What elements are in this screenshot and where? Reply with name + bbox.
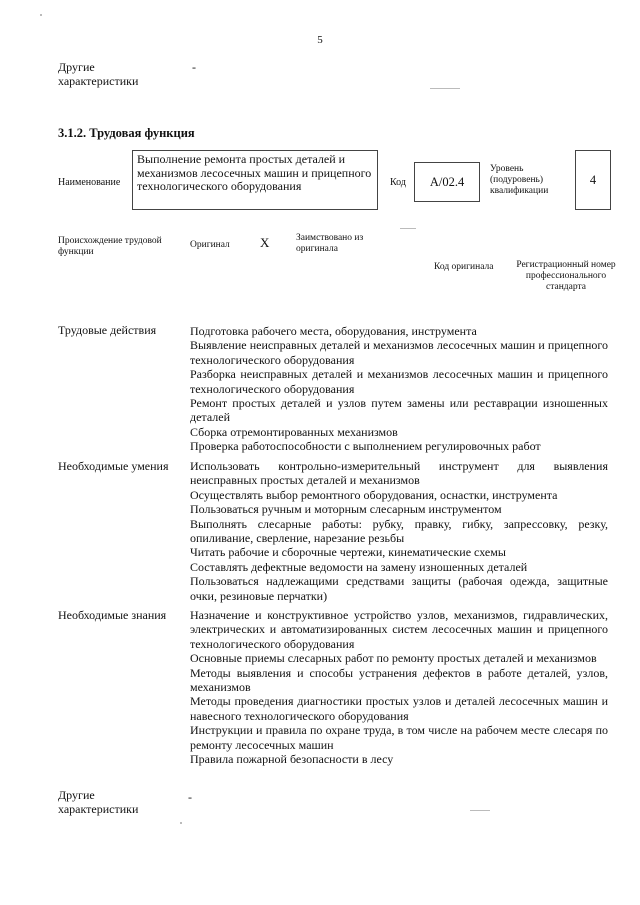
scan-speck bbox=[40, 14, 42, 16]
original-mark: X bbox=[260, 235, 270, 250]
qualification-level-box: 4 bbox=[575, 150, 611, 210]
list-item: Выявление неисправных деталей и механизмов лесосечных машин и прицепного технологического оборудования bbox=[190, 338, 608, 367]
reg-number-label: Регистрационный номер профессионального стандарта bbox=[516, 260, 616, 292]
bottom-other-value: - bbox=[188, 790, 192, 804]
list-item: Методы выявления и способы устранения дефектов в работе деталей, узлов, механизмов bbox=[190, 665, 608, 695]
list-item: Использовать контрольно-измерительный инструмент для выявления неисправных простых деталей и механизмов bbox=[190, 459, 608, 488]
list-item: Составлять дефектные ведомости на замену изношенных деталей bbox=[190, 559, 528, 574]
list-item: Проверка работоспособности с выполнением регулировочных работ bbox=[190, 439, 541, 454]
list-item: Пользоваться ручным и моторным слесарным инструментом bbox=[190, 502, 502, 517]
borrowed-label: Заимствовано из оригинала bbox=[296, 233, 364, 254]
top-other-label: Другие характеристики bbox=[58, 60, 139, 88]
function-name-box: Выполнение ремонта простых деталей и механизмов лесосечных машин и прицепного технологического оборудования bbox=[132, 150, 378, 210]
function-code-box: A/02.4 bbox=[414, 162, 480, 202]
list-item: Осуществлять выбор ремонтного оборудования, оснастки, инструмента bbox=[190, 487, 558, 502]
scan-speck bbox=[180, 822, 182, 824]
list-item: Ремонт простых деталей и узлов путем замены или реставрации изношенных деталей bbox=[190, 396, 608, 425]
skills-label: Необходимые умения bbox=[58, 459, 169, 473]
code-original-label: Код оригинала bbox=[434, 262, 494, 272]
labor-actions-label: Трудовые действия bbox=[58, 323, 157, 337]
labor-actions-list bbox=[190, 324, 608, 454]
list-item: Разборка неисправных деталей и механизмов лесосечных машин и прицепного технологического оборудования bbox=[190, 367, 608, 396]
list-item: Пользоваться надлежащими средствами защиты (рабочая одежда, защитные очки, резиновые перчатки) bbox=[190, 574, 608, 603]
section-title: 3.1.2. Трудовая функция bbox=[58, 126, 195, 140]
original-label: Оригинал bbox=[190, 240, 230, 250]
level-label: Уровень (подуровень) квалификации bbox=[490, 164, 549, 196]
list-item: Подготовка рабочего места, оборудования, инструмента bbox=[190, 324, 477, 338]
skills-list bbox=[190, 459, 608, 603]
scan-speck bbox=[430, 88, 460, 89]
origin-label: Происхождение трудовой функции bbox=[58, 236, 162, 257]
bottom-other-label: Другие характеристики bbox=[58, 788, 139, 816]
scan-speck bbox=[400, 228, 416, 229]
list-item: Методы проведения диагностики простых узлов и деталей лесосечных машин и навесного технологического оборудования bbox=[190, 694, 608, 723]
list-item: Правила пожарной безопасности в лесу bbox=[190, 752, 394, 767]
name-label: Наименование bbox=[58, 177, 121, 188]
list-item: Назначение и конструктивное устройство узлов, механизмов, гидравлических, электрических и автоматизированных систем лесосечных машин и прицепного технологического оборудования bbox=[190, 608, 608, 651]
knowledge-list bbox=[190, 608, 608, 766]
list-item: Выполнять слесарные работы: рубку, правку, гибку, запрессовку, резку, опиливание, сверление, нарезание резьбы bbox=[190, 516, 608, 546]
list-item: Основные приемы слесарных работ по ремонту простых деталей и механизмов bbox=[190, 651, 597, 666]
list-item: Инструкции и правила по охране труда, в том числе на рабочем месте слесаря по ремонту лесосечных машин bbox=[190, 723, 608, 752]
list-item: Читать рабочие и сборочные чертежи, кинематические схемы bbox=[190, 545, 506, 560]
scan-speck bbox=[470, 810, 490, 811]
code-label: Код bbox=[390, 177, 406, 188]
list-item: Сборка отремонтированных механизмов bbox=[190, 424, 398, 439]
page-number: 5 bbox=[317, 34, 323, 46]
knowledge-label: Необходимые знания bbox=[58, 608, 167, 622]
top-other-value: - bbox=[192, 60, 196, 74]
